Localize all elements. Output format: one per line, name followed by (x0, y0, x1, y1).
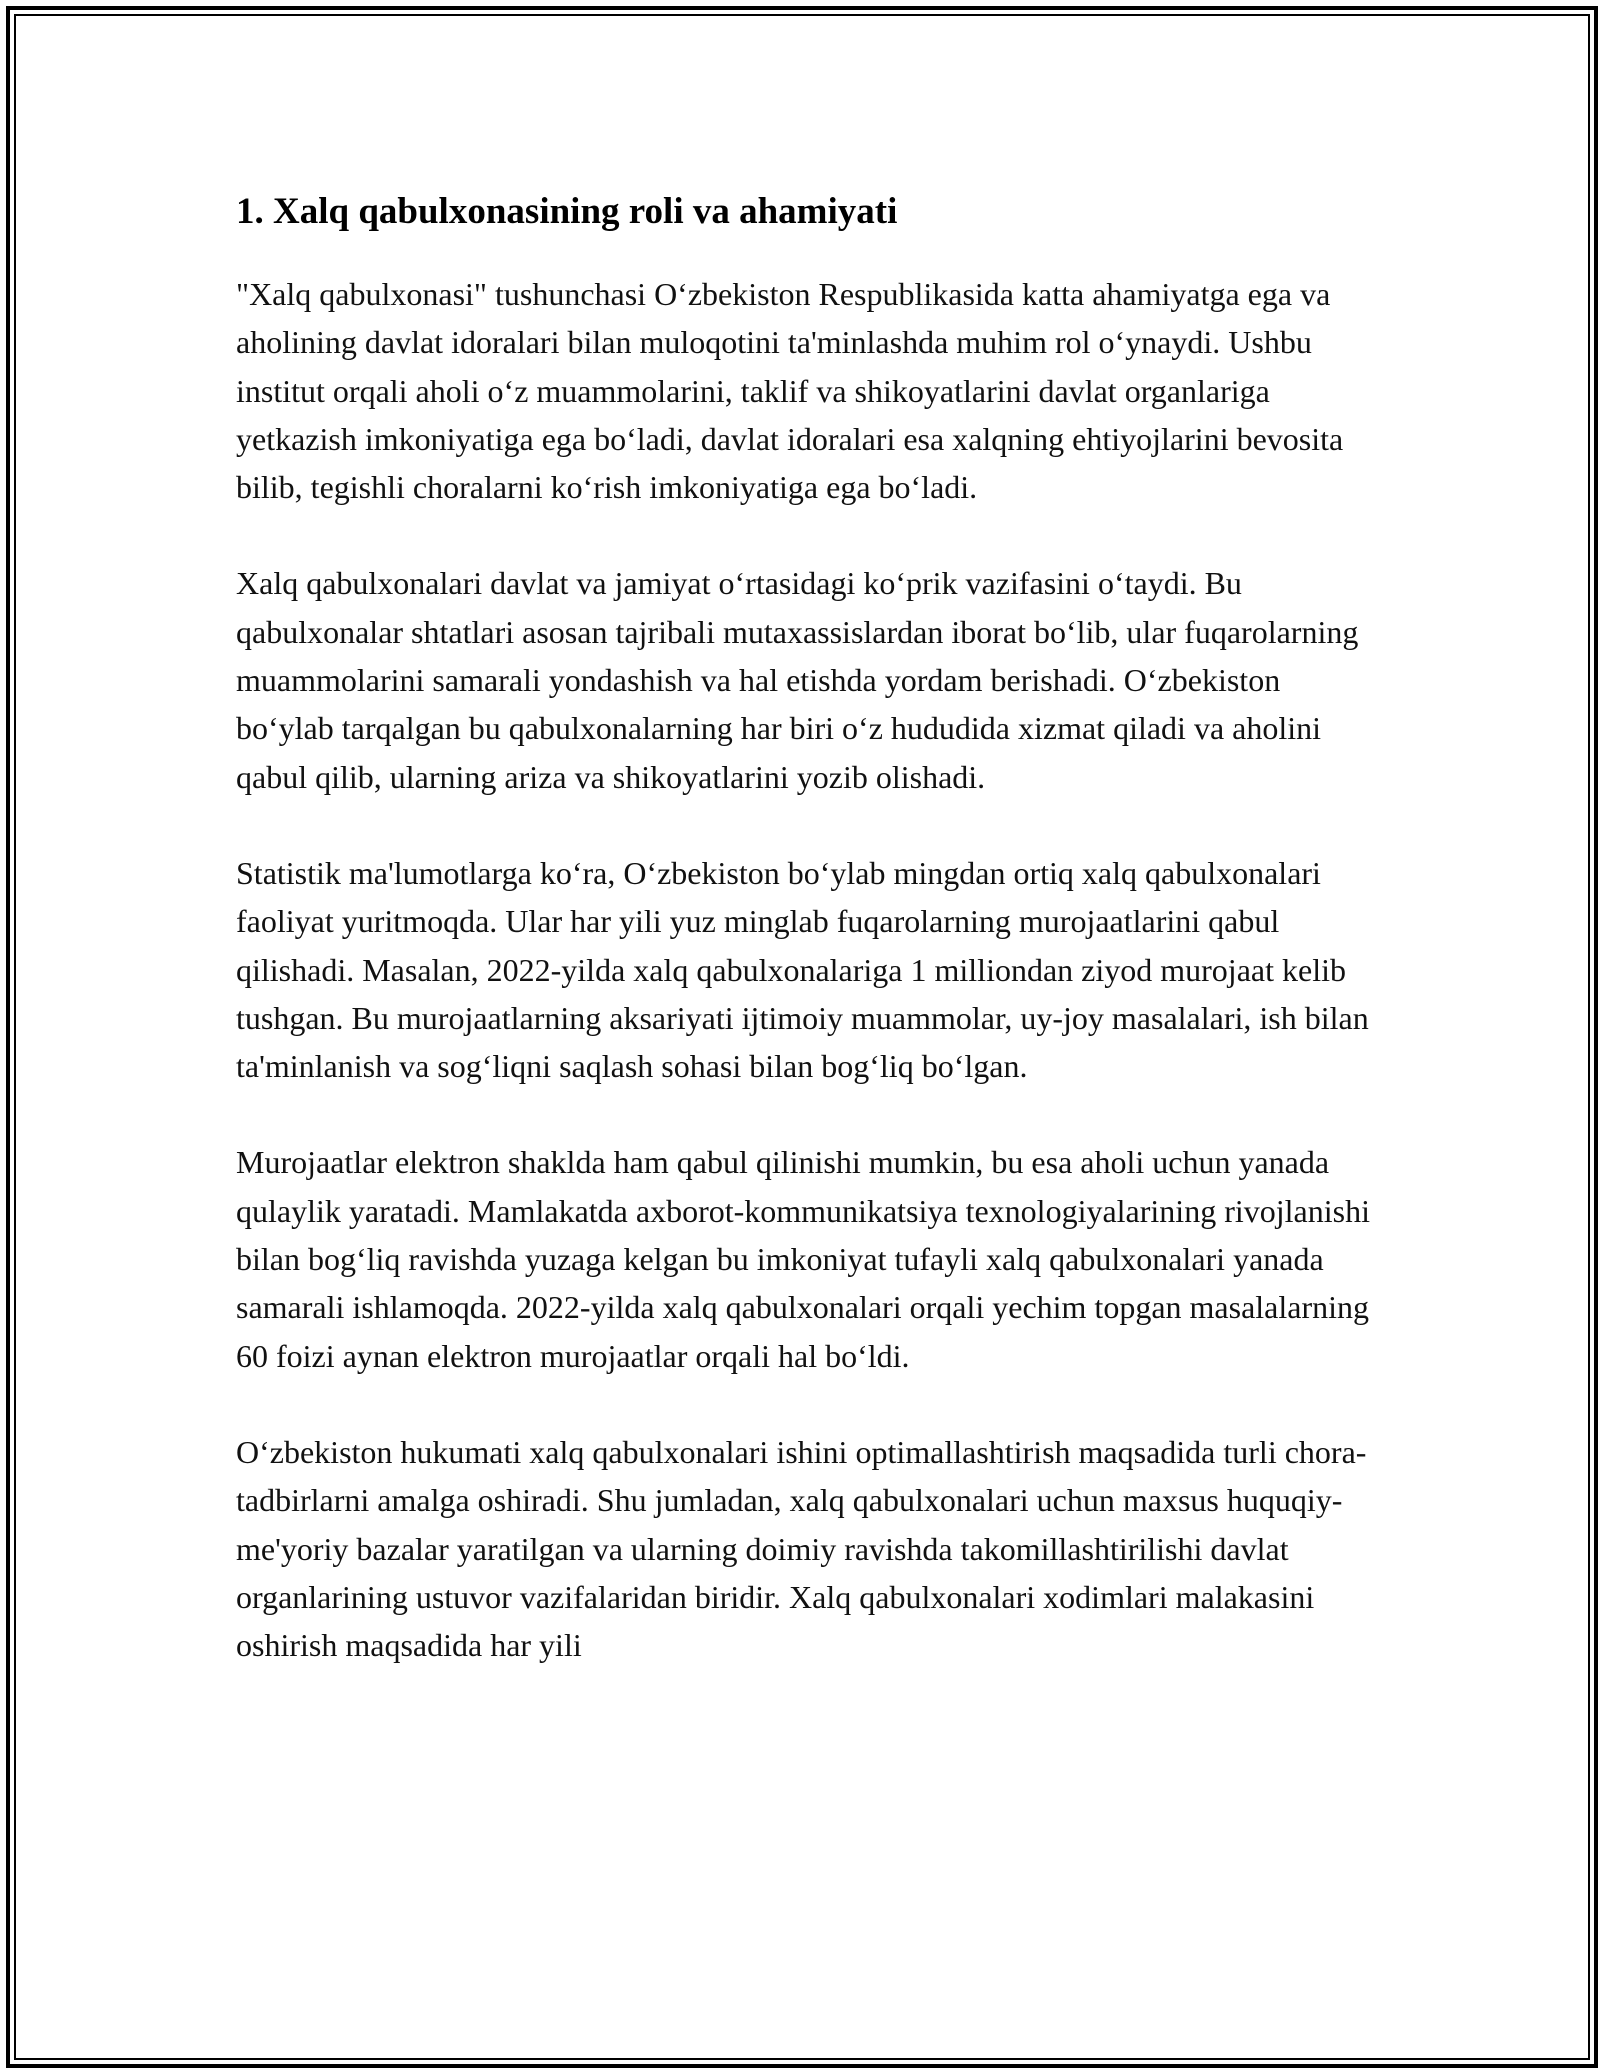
document-body (236, 188, 1372, 1717)
paragraph-2: Xalq qabulxonalari davlat va jamiyat o‘rtasidagi ko‘prik vazifasini o‘taydi. Bu qabulxonalar shtatlari asosan tajribali mutaxassislardan iborat bo‘lib, ular fuqarolarning muammolarini samarali yondashish va hal etishda yordam berishadi. O‘zbekiston bo‘ylab tarqalgan bu qabulxonalarning har biri o‘z hududida xizmat qiladi va aholini qabul qilib, ularning ariza va shikoyatlarini yozib olishadi. (236, 565, 1359, 795)
paragraph-3: Statistik ma'lumotlarga ko‘ra, O‘zbekiston bo‘ylab mingdan ortiq xalq qabulxonalari faoliyat yuritmoqda. Ular har yili yuz minglab fuqarolarning murojaatlarini qabul qilishadi. Masalan, 2022-yilda xalq qabulxonalariga 1 milliondan ziyod murojaat kelib tushgan. Bu murojaatlarning aksariyati ijtimoiy muammolar, uy-joy masalalari, ish bilan ta'minlanish va sog‘liqni saqlash sohasi bilan bog‘liq bo‘lgan. (236, 854, 1369, 1085)
paragraph-4: Murojaatlar elektron shaklda ham qabul qilinishi mumkin, bu esa aholi uchun yanada qulaylik yaratadi. Mamlakatda axborot-kommunikatsiya texnologiyalarining rivojlanishi bilan bog‘liq ravishda yuzaga kelgan bu imkoniyat tufayli xalq qabulxonalari yanada samarali ishlamoqda. 2022-yilda xalq qabulxonalari orqali yechim topgan masalalarning 60 foizi aynan elektron murojaatlar orqali hal bo‘ldi. (236, 1144, 1370, 1374)
paragraph-5: O‘zbekiston hukumati xalq qabulxonalari ishini optimallashtirish maqsadida turli chora-tadbirlarni amalga oshiradi. Shu jumladan, xalq qabulxonalari uchun maxsus huquqiy-me'yoriy bazalar yaratilgan va ularning doimiy ravishda takomillashtirilishi davlat organlarining ustuvor vazifalaridan biridir. Xalq qabulxonalari xodimlari malakasini oshirish maqsadida har yili (236, 1433, 1367, 1664)
section-heading: 1. Xalq qabulxonasining roli va ahamiyati (236, 191, 898, 232)
paragraph-1: "Xalq qabulxonasi" tushunchasi O‘zbekiston Respublikasida katta ahamiyatga ega va aholining davlat idoralari bilan muloqotini ta'minlashda muhim rol o‘ynaydi. Ushbu institut orqali aholi o‘z muammolarini, taklif va shikoyatlarini davlat organlariga yetkazish imkoniyatiga ega bo‘ladi, davlat idoralari esa xalqning ehtiyojlarini bevosita bilib, tegishli choralarni ko‘rish imkoniyatiga ega bo‘ladi. (236, 276, 1344, 506)
